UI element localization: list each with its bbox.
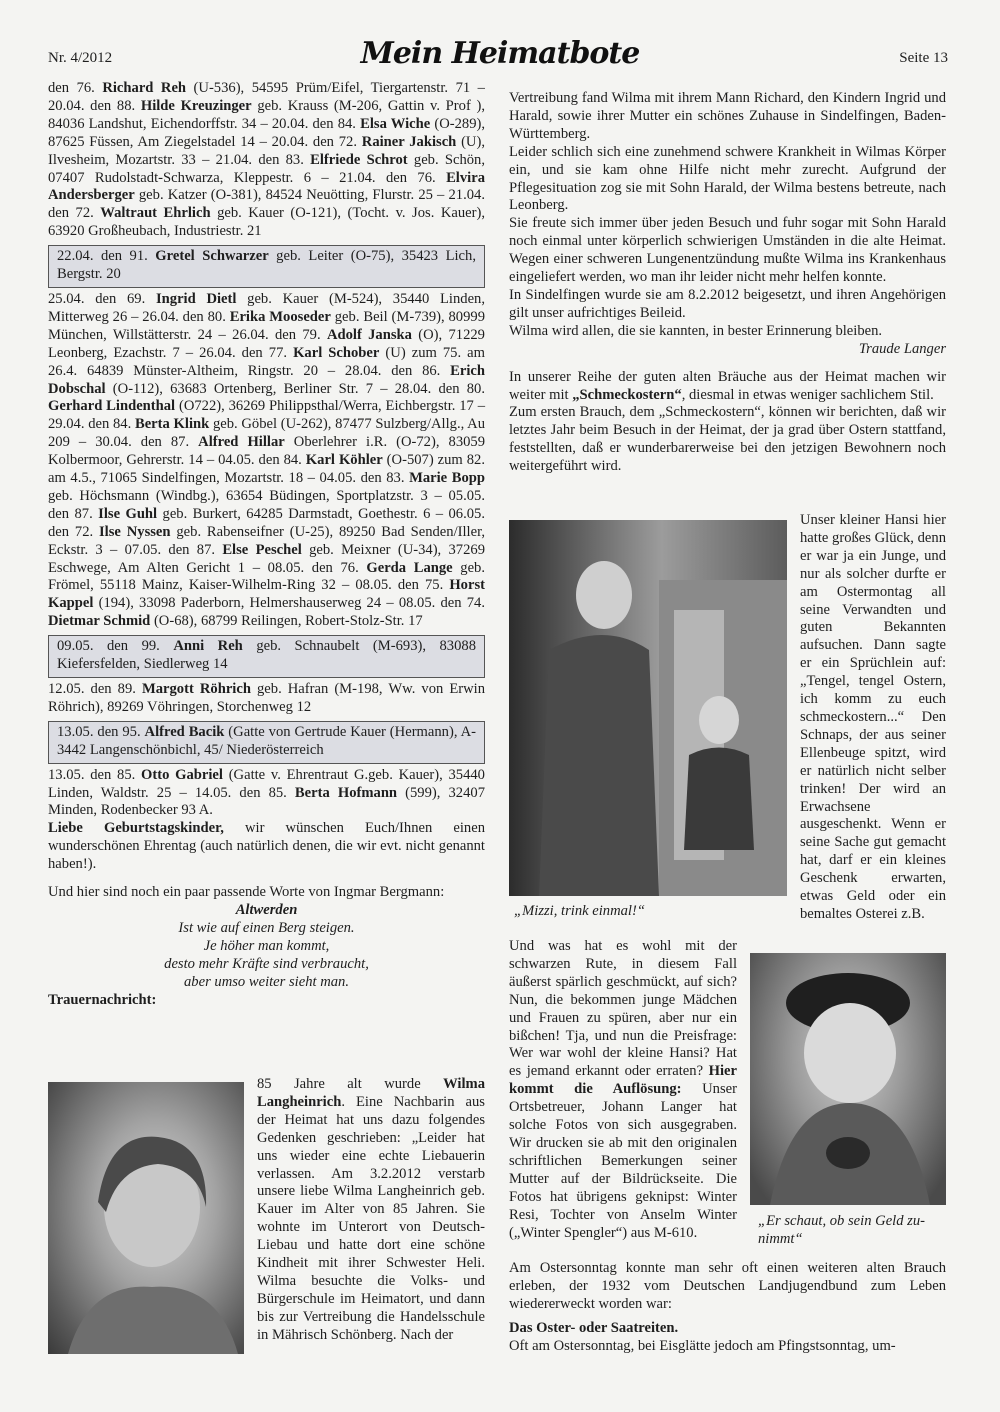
obituary-para-3: Sie freute sich immer über jeden Besuch und fuhr sogar mit Sohn Harald noch einmal unter körperlich schwierigen Umständen in die alte Heimat. Wegen einer schweren Lungenentzündung mußte Wilma ins Krankenhaus eingeliefert werden, wo man ihr leider nicht mehr helfen konnte. <box>509 215 946 286</box>
birthday-list-4: 13.05. den 85. Otto Gabriel (Gatte v. Ehrentraut G.geb. Kauer), 35440 Linden, Waldstr. 25 – 14.05. den 85. Berta Hofmann (599), 32407 Minden, Rodenbecker 93 A. <box>48 766 485 819</box>
poem-line-4: aber umso weiter sieht man. <box>184 973 349 990</box>
photo-boy-cap <box>750 953 946 1205</box>
easter-last-line: Oft am Ostersonntag, bei Eisglätte jedoch am Pfingstsonntag, um- <box>509 1337 896 1354</box>
birthday-list-1: den 76. Richard Reh (U-536), 54595 Prüm/Eifel, Tiergartenstr. 71 – 20.04. den 88. Hilde Kreuzinger geb. Krauss (M-206, Gattin v. Prof ), 84036 Landshut, Eichendorffstr. 34 – 20.04. den 84. Elsa Wiche (O-289), 87625 Füssen, Am Ziegelstadel 14 – 20.04. den 72. Rainer Jakisch (U), Ilvesheim, Mozartstr. 33 – 21.04. den 83. Elfriede Schrot geb. Schön, 07407 Rudolstadt-Schwarza, Kleppestr. 6 – 21.04. den 76. Elvira Andersberger geb. Katzer (O-381), 84524 Neuötting, Flurstr. 25 – 21.04. den 72. Waltraut Ehrlich geb. Kauer (O-121), (Tocht. v. Jos. Kauer), 63920 Großheubach, Industriestr. 21 <box>48 80 486 240</box>
poem-line-1: Ist wie auf einen Berg steigen. <box>178 919 355 936</box>
photo2-caption: „Er schaut, ob sein Geld zu-nimmt“ <box>758 1213 926 1247</box>
poem-line-2: Je höher man kommt, <box>203 937 330 954</box>
birthday-list-2: 25.04. den 69. Ingrid Dietl geb. Kauer (M-524), 35440 Linden, Mitterweg 26 – 26.04. den 80. Erika Mooseder geb. Beil (M-739), 80999 München, Willstätterstr. 24 – 26.04. den 79. Adolf Janska (O), 71229 Leonberg, Ezachstr. 7 – 26.04. den 77. Karl Schober (U) zum 75. am 26.4. 64839 Münster-Altheim, Ringstr. 20 – 28.04. den 86. Erich Dobschal (O-112), 63683 Ortenberg, Berliner Str. 7 – 28.04. den 80. Gerhard Lindenthal (O722), 36269 Philippsthal/Werra, Eichbergstr. 17 – 29.04. den 84. Berta Klink geb. Göbel (U-262), 87477 Sulzberg/Allg., Au 209 – 30.04. den 87. Alfred Hillar Oberlehrer i.R. (O-72), 83059 Kolbermoor, Gehrerstr. 14 – 04.05. den 84. Karl Köhler (O-507) zum 82. am 4.5., 71065 Sindelfingen, Mozartstr. 18 – 04.05. den 83. Marie Bopp geb. Höchsmann (Windbg.), 63654 Büdingen, Sportplatzstr. 3 – 05.05. den 87. Ilse Guhl geb. Burkert, 64285 Darmstadt, Goethestr. 6 – 06.05. den 72. Ilse Nyssen geb. Rabenseifner (U-25), 89250 Bad Senden/Iller, Eckstr. 3 – 07.05. den 87. Else Peschel geb. Meixner (U-34), 37269 Eschwege, Am Alten Gericht 1 – 08.05. den 76. Gerda Lange geb. Frömel, 55118 Mainz, Kaiser-Wilhelm-Ring 32 – 08.05. den 75. Horst Kappel (194), 33098 Paderborn, Helmershauserweg 24 – 08.05. den 74. Dietmar Schmid (O-68), 68799 Reilingen, Robert-Stolz-Str. 17 <box>48 290 486 630</box>
easter-photo-hansi <box>750 953 946 1205</box>
easter-text: Am Ostersonntag konnte man sehr oft einen weiteren alten Brauch erleben, der 1932 vom Deutschen Landjugendbund zum Leben wiedererweckt worden war: <box>509 1260 946 1312</box>
obituary-para-2: Leider schlich sich eine zunehmend schwere Krankheit in Wilmas Körper ein, und sie kam ohne Hilfe nicht mehr zurecht. Aufgrund der Pflegesituation zog sie mit Sohn Harald, der Wilma bestens betreute, nach Leonberg. <box>509 143 946 214</box>
hansi-text: Unser kleiner Hansi hier hatte großes Glück, denn er war ja ein Junge, und nur als solcher durfte er am Ostermontag all seine Verwandten und guten Bekannten aufsuchen. Dann sagte er ein Sprüchlein auf: „Tengel, tengel Ostern, ich komm zu euch schmeckostern...“ Den Schnaps, der aus seiner Ellenbeuge spitzt, wird er natürlich nicht selber trinken! Der wird an Erwachsene ausgeschenkt. Wenn er seine Sache gut gemacht hat, darf er ein kleines Geschenk erwarten, etwas Geld oder ein bemaltes Osterei z.B. <box>800 512 946 922</box>
birthday-box-3: 13.05. den 95. Alfred Bacik (Gatte von Gertrude Kauer (Hermann), A-3442 Langenschönbichl, 45/ Niederösterreich <box>48 721 485 764</box>
customs-para-2: Zum ersten Brauch, dem „Schmeckostern“, können wir berichten, daß wir letztes Jahr beim Besuch in der Heimat, der ja grad über Ostern stattfand, feststellten, daß er wunderbarerweise bei den jetzigen Bewohnern noch weitergeführt wird. <box>509 404 946 475</box>
photo1-caption: „Mizzi, trink einmal!“ <box>514 903 645 919</box>
obituary-heading: Trauernachricht: <box>48 991 157 1008</box>
obituary-text: 85 Jahre alt wurde Wilma Langheinrich. Eine Nachbarin aus der Heimat hat uns dazu folgendes Gedenken geschrieben: „Leider hat uns wieder eine echte Liebauerin verlassen. Am 3.2.2012 verstarb unsere liebe Wilma Langheinrich geb. Kauer im Alter von 85 Jahren. Sie wohnte im Unterort von Deutsch-Liebau und hatte dort eine schöne Kindheit mit ihrer Schwester Heli. Wilma besuchte die Volks- und Bürgerschule im Heimatort, und dann bis zur Vertreibung die Handelsschule in Mährisch Schönberg. Nach der <box>257 1076 485 1343</box>
birthday-box-1: 22.04. den 91. Gretel Schwarzer geb. Leiter (O-75), 35423 Lich, Bergstr. 20 <box>48 245 485 288</box>
obituary-continued: Vertreibung fand Wilma mit ihrem Mann Richard, den Kindern Ingrid und Harald, sowie ihrer Mutter ein schönes Zuhause in Sindelfingen, Baden-Württemberg. <box>509 90 946 142</box>
customs-intro: In unserer Reihe der guten alten Bräuche aus der Heimat machen wir weiter mit „Schmeckostern“, diesmal in etwas weniger sachlichem Stil. <box>509 368 946 403</box>
issue-number: Nr. 4/2012 <box>48 50 113 66</box>
poem-intro: Und hier sind noch ein paar passende Worte von Ingmar Bergmann: <box>48 884 445 901</box>
obituary-author: Traude Langer <box>858 340 946 357</box>
easter-photo-mizzi <box>509 520 787 896</box>
easter-paragraph <box>509 1260 946 1356</box>
photo-figures <box>509 520 787 896</box>
easter-heading: Das Oster- oder Saatreiten. <box>509 1319 679 1336</box>
poem-line-3: desto mehr Kräfte sind verbraucht, <box>164 955 369 972</box>
portrait-figure <box>48 1082 244 1354</box>
right-column <box>509 90 946 476</box>
page-number: Seite 13 <box>899 50 948 66</box>
birthday-greeting: Liebe Geburtstagskinder, wir wünschen Euch/Ihnen einen wunderschönen Ehrentag (auch natürlich denen, die wir evt. nicht genannt haben!). <box>48 820 486 873</box>
masthead-logo: Mein Heimatbote <box>360 36 640 71</box>
portrait-photo <box>48 1082 244 1354</box>
rute-text: Und was hat es wohl mit der schwarzen Rute, in diesem Fall äußerst spärlich geschmückt, auf sich? Nun, die bekommen junge Mädchen und Frauen zu spüren, aber nur ein bißchen! Tja, und nun die Preisfrage: Wer war wohl der kleine Hansi? Hat es jemand erkannt oder erraten? Hier kommt die Auflösung: Unser Ortsbetreuer, Johann Langer hat solche Fotos von sich ausgegraben. Wir drucken sie ab mit den originalen schriftlichen Bemerkungen seiner Mutter auf der Bildrückseite. Die Fotos hat übrigens geknipst: Winter Resi, Tochter von Anselm Winter („Winter Spengler“) aus M-610. <box>509 938 737 1241</box>
birthday-list-3: 12.05. den 89. Margott Röhrich geb. Hafran (M-198, Ww. von Erwin Röhrich), 89269 Vöhringen, Storchenweg 12 <box>48 681 486 715</box>
left-column <box>48 80 485 1009</box>
poem-title: Altwerden <box>235 901 298 918</box>
obituary-para-4: In Sindelfingen wurde sie am 8.2.2012 beigesetzt, und ihren Angehörigen gilt unser aufrichtiges Beileid. <box>509 286 946 321</box>
obituary-para-5: Wilma wird allen, die sie kannten, in bester Erinnerung bleiben. <box>509 322 883 339</box>
birthday-box-2: 09.05. den 99. Anni Reh geb. Schnaubelt (M-693), 83088 Kiefersfelden, Siedlerweg 14 <box>48 635 485 678</box>
